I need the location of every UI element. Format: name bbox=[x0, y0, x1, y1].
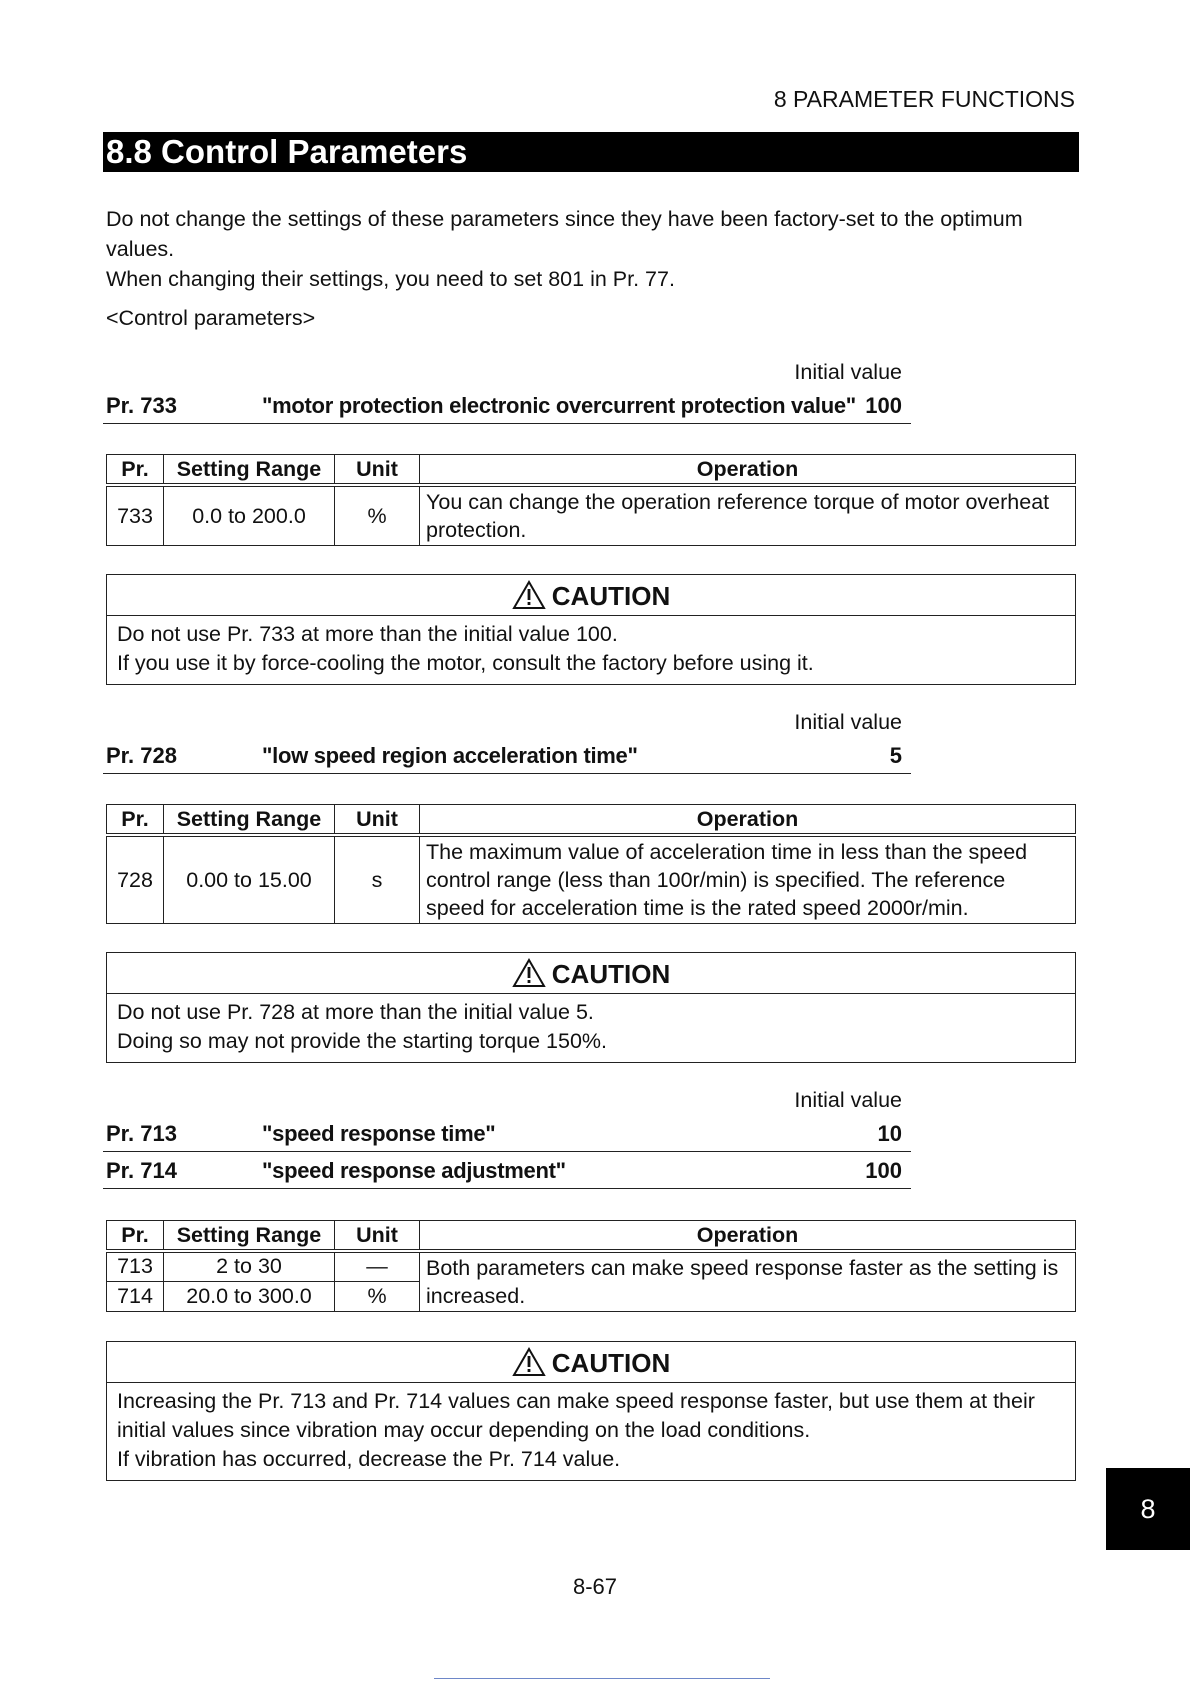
caution-line-1: Do not use Pr. 733 at more than the initial value 100. bbox=[117, 622, 618, 646]
table-header-row bbox=[107, 805, 1076, 836]
param-initial-value: 100 bbox=[865, 1158, 902, 1183]
caution-body bbox=[107, 616, 1075, 684]
footer-rule bbox=[434, 1678, 770, 1679]
warning-triangle-icon bbox=[512, 581, 552, 611]
caution-header bbox=[107, 1342, 1075, 1383]
param-table-733 bbox=[106, 454, 1076, 546]
warning-triangle-icon bbox=[512, 959, 552, 989]
col-header-pr: Pr. bbox=[107, 805, 164, 836]
param-id: Pr. 713 bbox=[106, 1121, 177, 1146]
param-id: Pr. 733 bbox=[106, 393, 177, 418]
col-header-unit: Unit bbox=[335, 805, 420, 836]
caution-line-2: If you use it by force-cooling the motor, consult the factory before using it. bbox=[117, 651, 814, 675]
table-header-row bbox=[107, 455, 1076, 486]
caution-line-1: Do not use Pr. 728 at more than the initial value 5. bbox=[117, 1000, 594, 1024]
param-initial-value: 100 bbox=[865, 393, 902, 418]
col-header-unit: Unit bbox=[335, 455, 420, 486]
param-name: "motor protection electronic overcurrent protection value" bbox=[262, 393, 856, 418]
running-head: 8 PARAMETER FUNCTIONS bbox=[773, 86, 1075, 112]
caution-body bbox=[107, 994, 1075, 1062]
param-name: "speed response time" bbox=[262, 1121, 496, 1146]
col-header-pr: Pr. bbox=[107, 1221, 164, 1252]
param-id: Pr. 714 bbox=[106, 1158, 177, 1183]
cell-pr: 728 bbox=[107, 835, 164, 924]
param-table-713-714 bbox=[106, 1220, 1076, 1312]
caution-line-2: If vibration has occurred, decrease the Pr. 714 value. bbox=[117, 1447, 621, 1471]
cell-unit: % bbox=[335, 1281, 420, 1311]
cell-range: 20.0 to 300.0 bbox=[164, 1281, 335, 1311]
page-number: 8-67 bbox=[572, 1574, 618, 1599]
cell-unit: % bbox=[335, 485, 420, 546]
param-table-728 bbox=[106, 804, 1076, 924]
cell-pr: 733 bbox=[107, 485, 164, 546]
col-header-unit: Unit bbox=[335, 1221, 420, 1252]
col-header-range: Setting Range bbox=[164, 455, 335, 486]
table-row bbox=[107, 485, 1076, 546]
cell-operation: Both parameters can make speed response faster as the setting is increased. bbox=[420, 1251, 1076, 1312]
col-header-pr: Pr. bbox=[107, 455, 164, 486]
caution-title: CAUTION bbox=[551, 959, 671, 989]
subheading: <Control parameters> bbox=[106, 306, 316, 330]
table-row bbox=[107, 835, 1076, 924]
initial-value-label: Initial value bbox=[794, 710, 902, 734]
cell-pr: 713 bbox=[107, 1251, 164, 1281]
caution-box-713-714 bbox=[106, 1341, 1076, 1481]
col-header-range: Setting Range bbox=[164, 1221, 335, 1252]
table-header-row bbox=[107, 1221, 1076, 1252]
caution-line-1: Increasing the Pr. 713 and Pr. 714 values can make speed response faster, but use them at their initial values since vibration may occur depending on the load conditions. bbox=[117, 1389, 1035, 1442]
param-row bbox=[103, 1115, 911, 1152]
caution-line-2: Doing so may not provide the starting torque 150%. bbox=[117, 1029, 608, 1053]
caution-box-728 bbox=[106, 952, 1076, 1063]
intro-line-2: When changing their settings, you need to set 801 in Pr. 77. bbox=[106, 267, 675, 291]
cell-pr: 714 bbox=[107, 1281, 164, 1311]
caution-header bbox=[107, 953, 1075, 994]
caution-title: CAUTION bbox=[551, 1348, 671, 1378]
col-header-operation: Operation bbox=[420, 455, 1076, 486]
table-row bbox=[107, 1251, 1076, 1281]
param-row bbox=[103, 1152, 911, 1189]
param-id: Pr. 728 bbox=[106, 743, 177, 768]
cell-operation: You can change the operation reference torque of motor overheat protection. bbox=[420, 485, 1076, 546]
intro-text bbox=[106, 204, 1086, 294]
param-row bbox=[103, 737, 911, 774]
col-header-operation: Operation bbox=[420, 805, 1076, 836]
caution-body bbox=[107, 1383, 1075, 1480]
cell-range: 0.00 to 15.00 bbox=[164, 835, 335, 924]
param-name: "speed response adjustment" bbox=[262, 1158, 566, 1183]
cell-range: 2 to 30 bbox=[164, 1251, 335, 1281]
param-name: "low speed region acceleration time" bbox=[262, 743, 638, 768]
param-row bbox=[103, 387, 911, 424]
col-header-operation: Operation bbox=[420, 1221, 1076, 1252]
cell-unit: — bbox=[335, 1251, 420, 1281]
col-header-range: Setting Range bbox=[164, 805, 335, 836]
warning-triangle-icon bbox=[512, 1348, 552, 1378]
caution-title: CAUTION bbox=[551, 581, 671, 611]
caution-box-733 bbox=[106, 574, 1076, 685]
initial-value-label: Initial value bbox=[794, 1088, 902, 1112]
section-title: 8.8 Control Parameters bbox=[103, 132, 1079, 172]
cell-range: 0.0 to 200.0 bbox=[164, 485, 335, 546]
intro-line-1: Do not change the settings of these parameters since they have been factory-set to the optimum values. bbox=[106, 207, 1023, 261]
initial-value-label: Initial value bbox=[794, 360, 902, 384]
chapter-tab: 8 bbox=[1106, 1468, 1190, 1550]
caution-header bbox=[107, 575, 1075, 616]
param-initial-value: 5 bbox=[889, 743, 902, 768]
cell-operation: The maximum value of acceleration time in less than the speed control range (less than 100r/min) is specified. The reference speed for acceleration time is the rated speed 2000r/min. bbox=[420, 835, 1076, 924]
cell-unit: s bbox=[335, 835, 420, 924]
param-initial-value: 10 bbox=[877, 1121, 902, 1146]
